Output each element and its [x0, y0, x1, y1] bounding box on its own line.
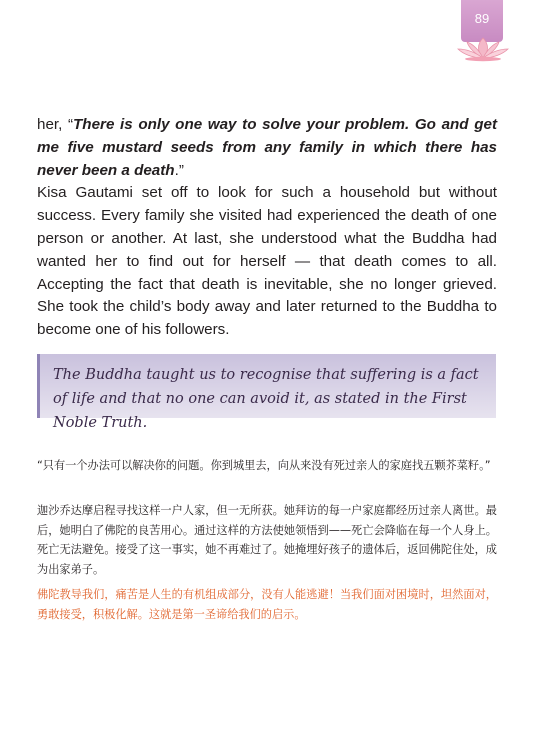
- chinese-lesson-text: 佛陀教导我们，痛苦是人生的有机组成部分，没有人能逃避！当我们面对困境时，坦然面对，勇敢接受，积极化解。这就是第一圣谛给我们的启示。: [37, 588, 497, 621]
- lotus-icon: [455, 34, 511, 62]
- chinese-quote: [37, 456, 497, 476]
- english-body: [37, 114, 497, 342]
- chinese-story-text: 迦沙乔达摩启程寻找这样一户人家，但一无所获。她拜访的每一户家庭都经历过亲人离世。最后，她明白了佛陀的良苦用心。通过这样的方法使她领悟到——死亡会降临在每一个人身上。死亡无法避免。接受了这一事实，她不再难过了。她掩埋好孩子的遗体后，返回佛陀住处，成为出家弟子。: [37, 504, 497, 576]
- english-paragraph-1: [37, 114, 497, 182]
- chinese-quote-text: “只有一个办法可以解决你的问题。你到城里去，向从来没有死过亲人的家庭找五颗芥菜籽。”: [37, 459, 491, 472]
- callout-text: The Buddha taught us to recognise that suffering is a fact of life and that no one can avoid it, as stated in the First Noble Truth.: [53, 367, 479, 431]
- chinese-lesson: [37, 585, 497, 624]
- chinese-story: [37, 501, 497, 579]
- quote-prefix: her, “: [37, 116, 74, 133]
- noble-truth-callout: [37, 354, 496, 431]
- english-paragraph-2: Kisa Gautami set off to look for such a household but without success. Every family she visited had experienced the death of one person or another. At last, she understood what the Buddha had wanted her to find out for herself — that death comes to all. Accepting the fact that death is inevitable, she no longer grieved. She took the child’s body away and later returned to the Buddha to become one of his followers.: [37, 184, 497, 339]
- buddha-quote: There is only one way to solve your problem. Go and get me five mustard seeds from any family in which there has never been a death: [37, 116, 497, 179]
- quote-suffix: .”: [174, 161, 184, 179]
- page-number: 89: [474, 11, 490, 26]
